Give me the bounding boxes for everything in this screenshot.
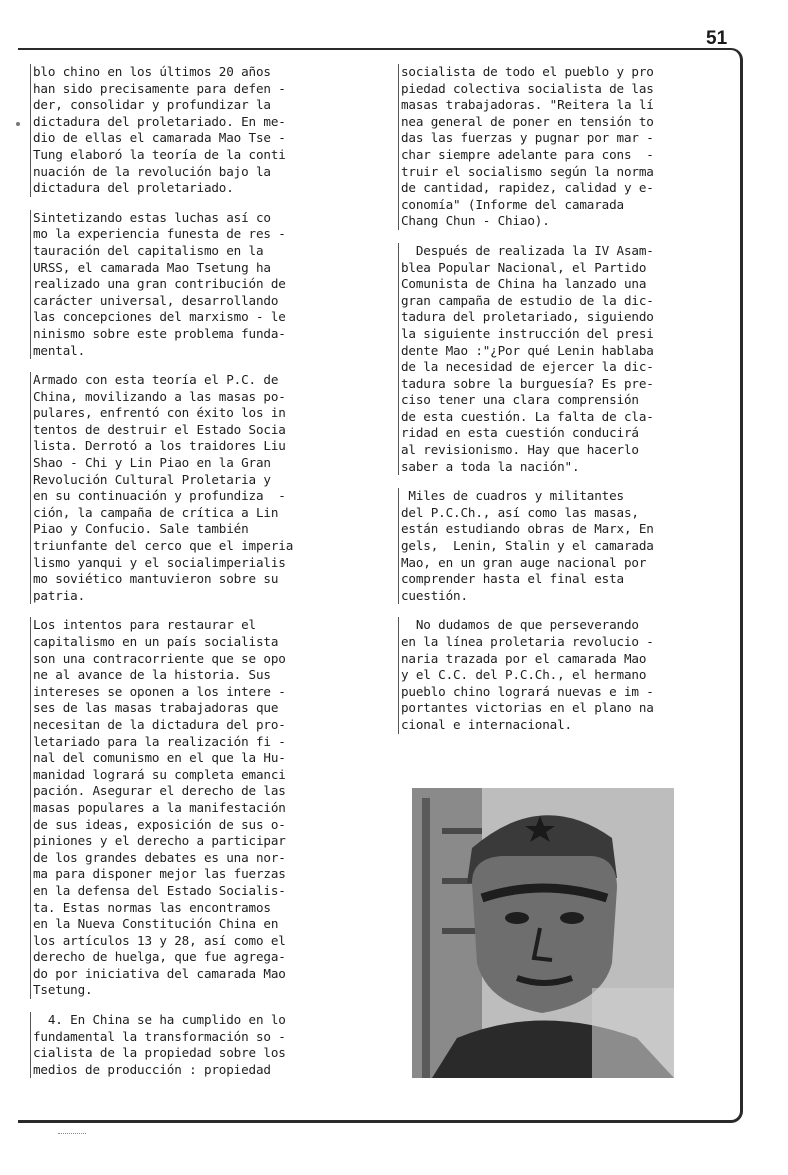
text-line: han sido precisamente para defen - — [33, 80, 286, 96]
text-line: patria. — [33, 587, 86, 603]
text-line: manidad logrará su completa emanci — [33, 766, 286, 782]
text-line: son una contracorriente que se opo — [33, 650, 286, 666]
right-paragraph — [398, 243, 716, 475]
text-line: masas populares a la manifestación — [33, 799, 286, 815]
text-line: Comunista de China ha lanzado una — [401, 276, 647, 292]
left-column — [30, 64, 358, 1091]
portrait-image — [412, 788, 674, 1078]
text-line: saber a toda la nación". — [401, 458, 580, 474]
text-line: ma para disponer mejor las fuerzas — [33, 866, 286, 882]
text-line: socialista de todo el pueblo y pro — [401, 64, 654, 79]
text-line: en la Nueva Constitución China en — [33, 916, 279, 932]
text-line: nuación de la revolución bajo la — [33, 163, 271, 179]
text-line: URSS, el camarada Mao Tsetung ha — [33, 259, 271, 275]
text-line: portantes victorias en el plano na — [401, 700, 654, 716]
text-line: naria trazada por el camarada Mao — [401, 650, 647, 666]
text-line: y el C.C. del P.C.Ch., el hermano — [401, 667, 647, 683]
text-line: letariado para la realización fi - — [33, 733, 286, 749]
text-line: cialista de la propiedad sobre los — [33, 1045, 286, 1061]
text-line: triunfante del cerco que el imperia — [33, 538, 294, 554]
text-line: Miles de cuadros y militantes — [401, 488, 624, 504]
text-line: gels, Lenin, Stalin y el camarada — [401, 538, 654, 554]
text-line: blea Popular Nacional, el Partido — [401, 259, 647, 275]
text-line: en su continuación y profundiza - — [33, 488, 286, 504]
text-line: ridad en esta cuestión conducirá — [401, 425, 639, 441]
text-line: las concepciones del marxismo - le — [33, 309, 286, 325]
left-paragraph — [30, 64, 358, 197]
text-line: masas trabajadoras. "Reitera la lí — [401, 97, 654, 113]
text-line: fundamental la transformación so - — [33, 1028, 286, 1044]
text-line: Tung elaboró la teoría de la conti — [33, 146, 286, 162]
text-line: Los intentos para restaurar el — [33, 617, 256, 633]
text-line: comprender hasta el final esta — [401, 571, 624, 587]
text-line: Sintetizando estas luchas así co — [33, 209, 271, 225]
text-line: carácter universal, desarrollando — [33, 292, 279, 308]
left-paragraph — [30, 210, 358, 359]
text-line: medios de producción : propiedad — [33, 1061, 271, 1077]
text-line: ción, la campaña de crítica a Lin — [33, 504, 279, 520]
text-line: necesitan de la dictadura del pro- — [33, 716, 286, 732]
text-line: tauración del capitalismo en la — [33, 242, 264, 258]
text-line: al revisionismo. Hay que hacerlo — [401, 442, 639, 458]
text-line: char siempre adelante para cons - — [401, 146, 654, 162]
page-number: 51 — [706, 28, 728, 49]
left-paragraph — [30, 617, 358, 999]
text-line: en la línea proletaria revolucio - — [401, 634, 654, 649]
right-paragraph — [398, 488, 716, 604]
text-line: ta. Estas normas las encontramos — [33, 899, 271, 915]
text-line: mental. — [33, 342, 86, 358]
right-paragraph — [398, 64, 716, 230]
text-line: pueblo chino logrará nuevas e im - — [401, 683, 654, 699]
text-line: Después de realizada la IV Asam- — [401, 242, 654, 258]
text-line: das las fuerzas y pugnar por mar - — [401, 130, 654, 146]
text-line: tadura del proletariado, siguiendo — [401, 309, 654, 325]
text-line: ses de las masas trabajadoras que — [33, 700, 279, 716]
text-line: ninismo sobre este problema funda- — [33, 325, 286, 341]
text-line: de la necesidad de ejercer la dic- — [401, 359, 654, 375]
text-line: del P.C.Ch., así como las masas, — [401, 504, 639, 520]
text-line: de esta cuestión. La falta de cla- — [401, 408, 654, 424]
text-line: do por iniciativa del camarada Mao — [33, 965, 286, 981]
text-line: están estudiando obras de Marx, En — [401, 521, 654, 537]
text-line: los artículos 13 y 28, así como el — [33, 932, 286, 948]
text-line: tadura sobre la burguesía? Es pre- — [401, 375, 654, 391]
text-line: en la defensa del Estado Socialis- — [33, 882, 286, 898]
text-line: conomía" (Informe del camarada — [401, 196, 624, 212]
text-line: No dudamos de que perseverando — [401, 617, 639, 633]
text-line: ne al avance de la historia. Sus — [33, 667, 271, 683]
text-line: Mao, en un gran auge nacional por — [401, 554, 647, 570]
text-line: de los grandes debates es una nor- — [33, 849, 286, 865]
text-line: piniones y el derecho a participar — [33, 833, 286, 849]
text-line: pulares, enfrentó con éxito los in — [33, 405, 286, 421]
text-line: gran campaña de estudio de la dic- — [401, 292, 654, 308]
text-line: la siguiente instrucción del presi — [401, 325, 654, 341]
text-line: lista. Derrotó a los traidores Liu — [33, 438, 286, 454]
left-paragraph — [30, 1012, 358, 1078]
text-line: Tsetung. — [33, 982, 93, 998]
scan-mark — [16, 122, 20, 126]
text-line: dictadura del proletariado. — [33, 180, 234, 196]
text-line: dictadura del proletariado. En me- — [33, 113, 286, 129]
text-line: blo chino en los últimos 20 años — [33, 64, 271, 79]
text-line: China, movilizando a las masas po- — [33, 388, 286, 404]
text-line: de cantidad, rapidez, calidad y e- — [401, 180, 654, 196]
text-line: mo soviético mantuvieron sobre su — [33, 571, 279, 587]
text-line: dente Mao :"¿Por qué Lenin hablaba — [401, 342, 654, 358]
text-line: cuestión. — [401, 587, 468, 603]
right-column — [398, 64, 716, 747]
text-line: ciso tener una clara comprensión — [401, 392, 639, 408]
text-line: de sus ideas, exposición de sus o- — [33, 816, 286, 832]
text-line: mo la experiencia funesta de res - — [33, 226, 286, 242]
portrait-photo — [412, 788, 674, 1078]
text-line: Chang Chun - Chiao). — [401, 213, 550, 229]
text-line: truir el socialismo según la norma — [401, 163, 654, 179]
text-line: Piao y Confucio. Sale también — [33, 521, 249, 537]
text-line: pación. Asegurar el derecho de las — [33, 783, 286, 799]
left-paragraph — [30, 372, 358, 604]
text-line: cional e internacional. — [401, 716, 572, 732]
text-line: Armado con esta teoría el P.C. de — [33, 372, 279, 388]
text-line: capitalismo en un país socialista — [33, 634, 279, 649]
text-line: piedad colectiva socialista de las — [401, 80, 654, 96]
text-line: nea general de poner en tensión to — [401, 113, 654, 129]
text-line: Revolución Cultural Proletaria y — [33, 471, 271, 487]
text-line: nal del comunismo en el que la Hu- — [33, 750, 286, 766]
text-line: Shao - Chi y Lin Piao en la Gran — [33, 455, 271, 471]
text-line: realizado una gran contribución de — [33, 276, 286, 292]
text-line: derecho de huelga, que fue agrega- — [33, 949, 286, 965]
right-paragraph — [398, 617, 716, 733]
text-line: dio de ellas el camarada Mao Tse - — [33, 130, 286, 146]
text-line: intereses se oponen a los intere - — [33, 683, 286, 699]
scan-mark-bottom — [58, 1130, 86, 1134]
text-line: 4. En China se ha cumplido en lo — [33, 1012, 286, 1028]
text-line: tentos de destruir el Estado Socia — [33, 421, 286, 437]
text-line: lismo yanqui y el socialimperialis — [33, 554, 286, 570]
text-line: der, consolidar y profundizar la — [33, 97, 271, 113]
